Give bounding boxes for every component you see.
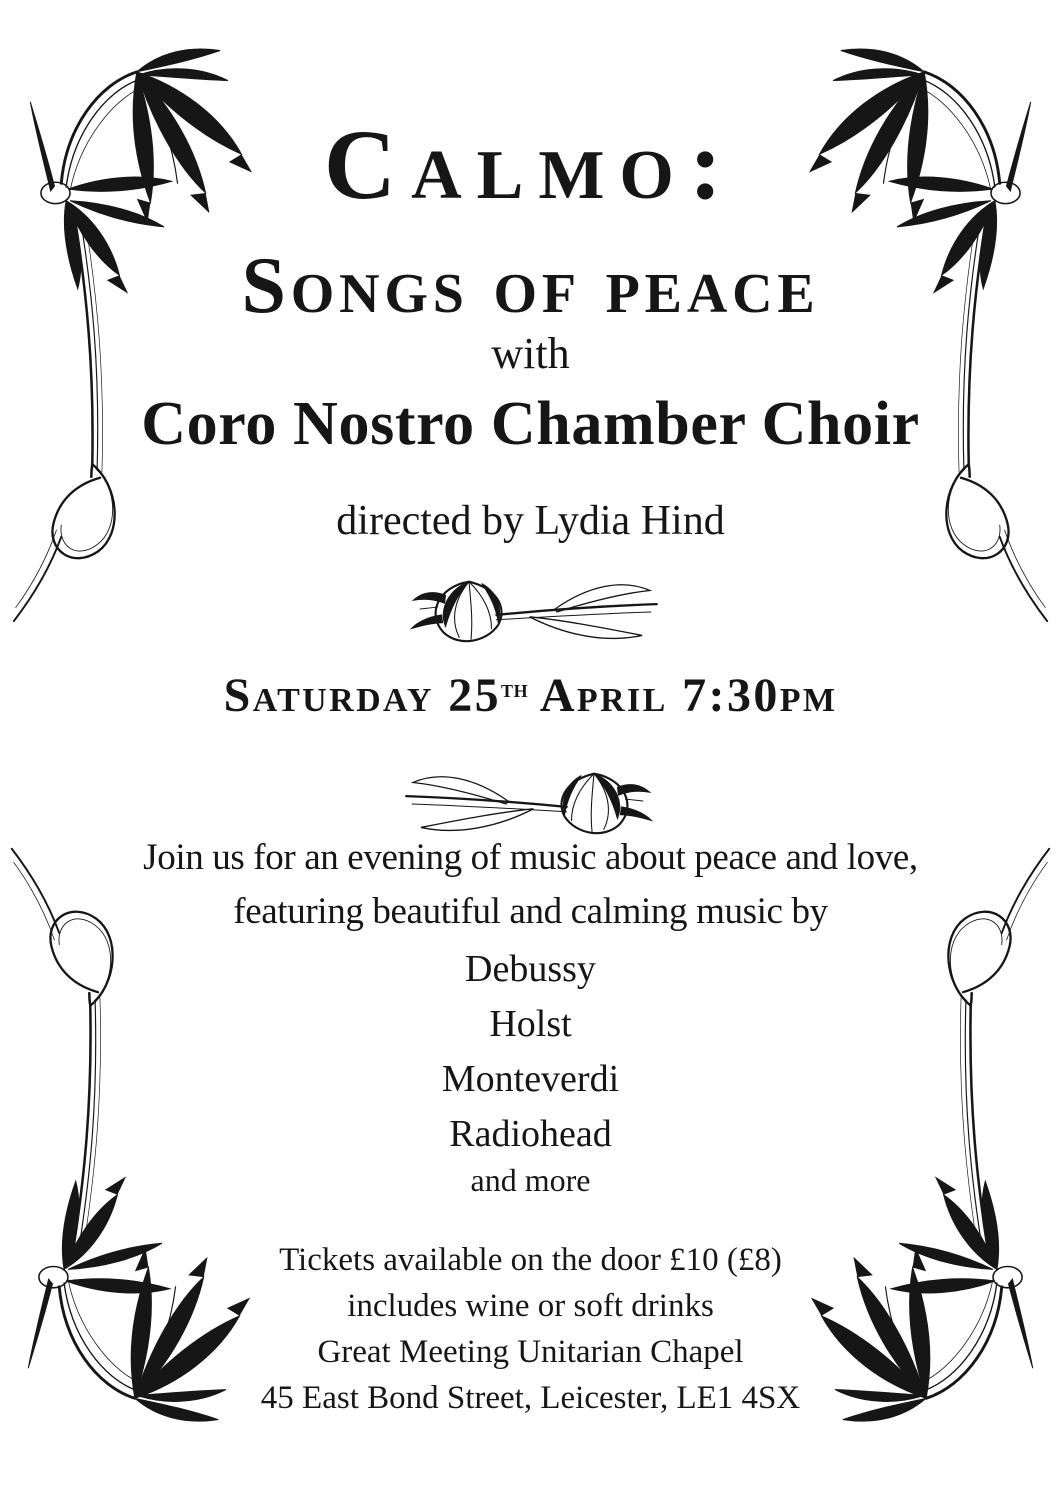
venue-name: Great Meeting Unitarian Chapel bbox=[317, 1334, 744, 1370]
choir-name: Coro Nostro Chamber Choir bbox=[141, 390, 920, 458]
tulip-sketch-icon bbox=[400, 758, 655, 846]
tulip-sketch-icon bbox=[408, 566, 663, 654]
director-line: directed by Lydia Hind bbox=[336, 498, 725, 544]
composer-list bbox=[0, 942, 1061, 1162]
event-date bbox=[0, 670, 1061, 723]
tickets-line: Tickets available on the door £10 (£8) bbox=[279, 1242, 782, 1278]
event-details bbox=[0, 1237, 1061, 1421]
composer-item: Debussy bbox=[465, 948, 596, 990]
drinks-line: includes wine or soft drinks bbox=[347, 1288, 714, 1324]
intro-line-1: Join us for an evening of music about peace and love, bbox=[143, 837, 918, 878]
composer-item: Holst bbox=[489, 1003, 572, 1045]
intro-line-2: featuring beautiful and calming music by bbox=[233, 891, 828, 932]
with-label: with bbox=[491, 329, 570, 378]
event-date-ordinal: th bbox=[501, 673, 529, 703]
composer-item: Monteverdi bbox=[441, 1058, 620, 1100]
poster-title: Calmo: bbox=[323, 109, 738, 220]
composer-item: Radiohead bbox=[449, 1113, 612, 1155]
poster-subtitle: Songs of peace bbox=[241, 242, 820, 330]
and-more-label: and more bbox=[470, 1162, 591, 1198]
event-date-suffix: April 7:30pm bbox=[528, 669, 838, 722]
event-date-prefix: Saturday 25 bbox=[223, 669, 502, 722]
venue-address: 45 East Bond Street, Leicester, LE1 4SX bbox=[260, 1380, 801, 1416]
